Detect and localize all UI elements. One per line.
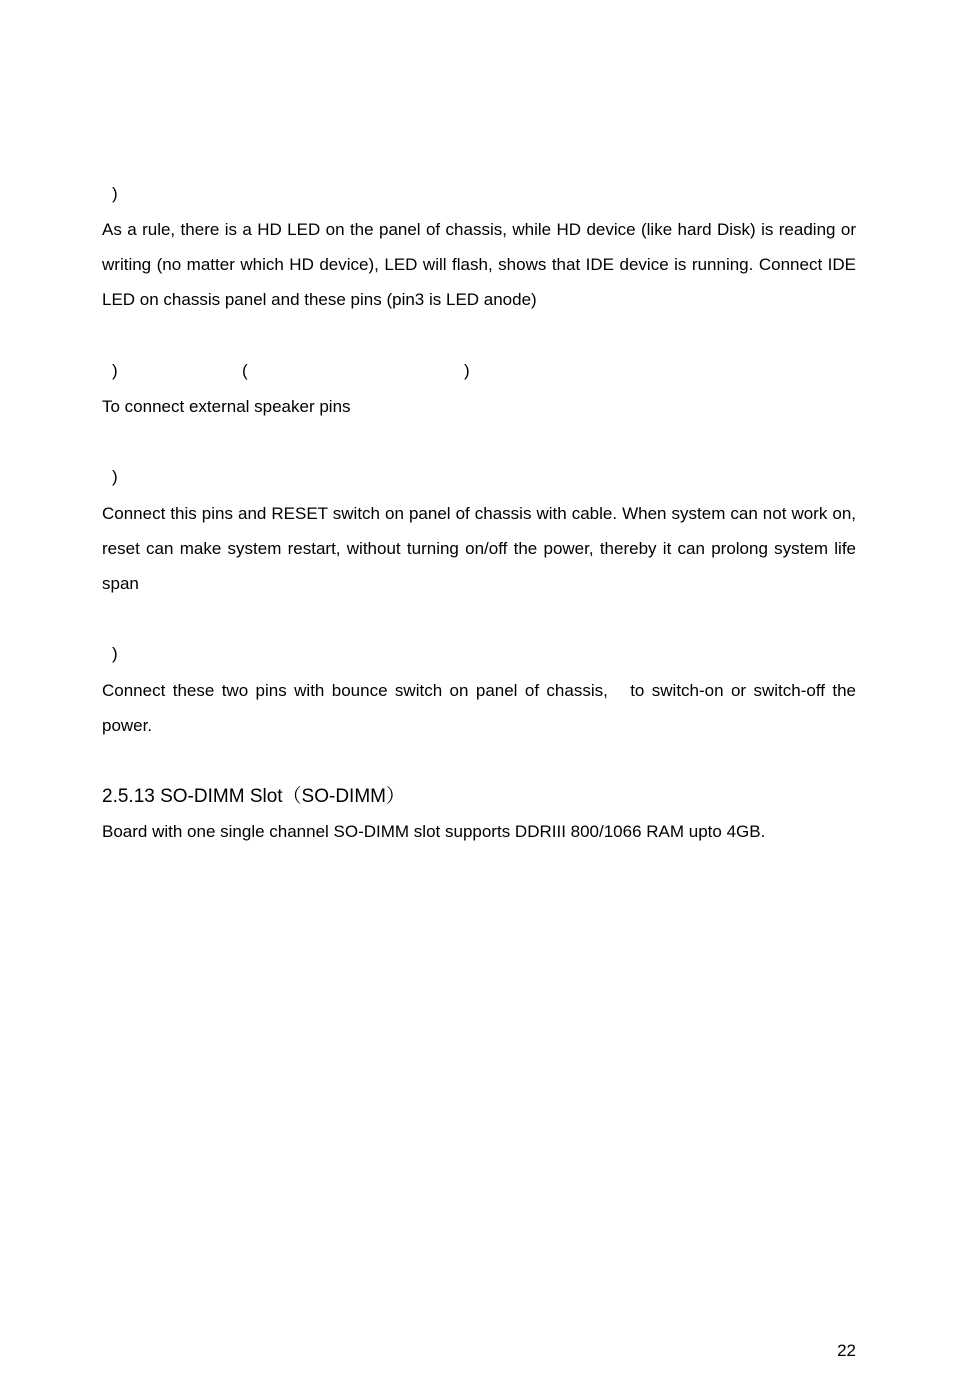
- section-2-mark-3: ): [464, 361, 470, 380]
- section-4-body: Connect these two pins with bounce switch on panel of chassis, to switch-on or switch-off the power.: [102, 681, 856, 735]
- subsection-body: Board with one single channel SO-DIMM slot supports DDRIII 800/1066 RAM upto 4GB.: [102, 822, 766, 841]
- section-2-mark-1: ): [112, 361, 118, 380]
- section-1-body: As a rule, there is a HD LED on the panel of chassis, while HD device (like hard Disk) is reading or writing (no matter which HD device), LED will flash, shows that IDE device is running. Connect IDE LED on chassis panel and these pins (pin3 is LED anode): [102, 220, 856, 309]
- section-4-mark: ): [112, 644, 118, 663]
- subsection-title: 2.5.13 SO-DIMM Slot（SO-DIMM）: [102, 786, 405, 807]
- section-3-body: Connect this pins and RESET switch on panel of chassis with cable. When system can not work on, reset can make system restart, without turning on/off the power, thereby it can prolong system life span: [102, 504, 856, 593]
- section-3-mark: ): [112, 467, 118, 486]
- section-2-body: To connect external speaker pins: [102, 397, 351, 416]
- section-1-mark: ): [112, 184, 118, 203]
- page-number: 22: [837, 1341, 856, 1360]
- section-2-mark-2: (: [242, 361, 248, 380]
